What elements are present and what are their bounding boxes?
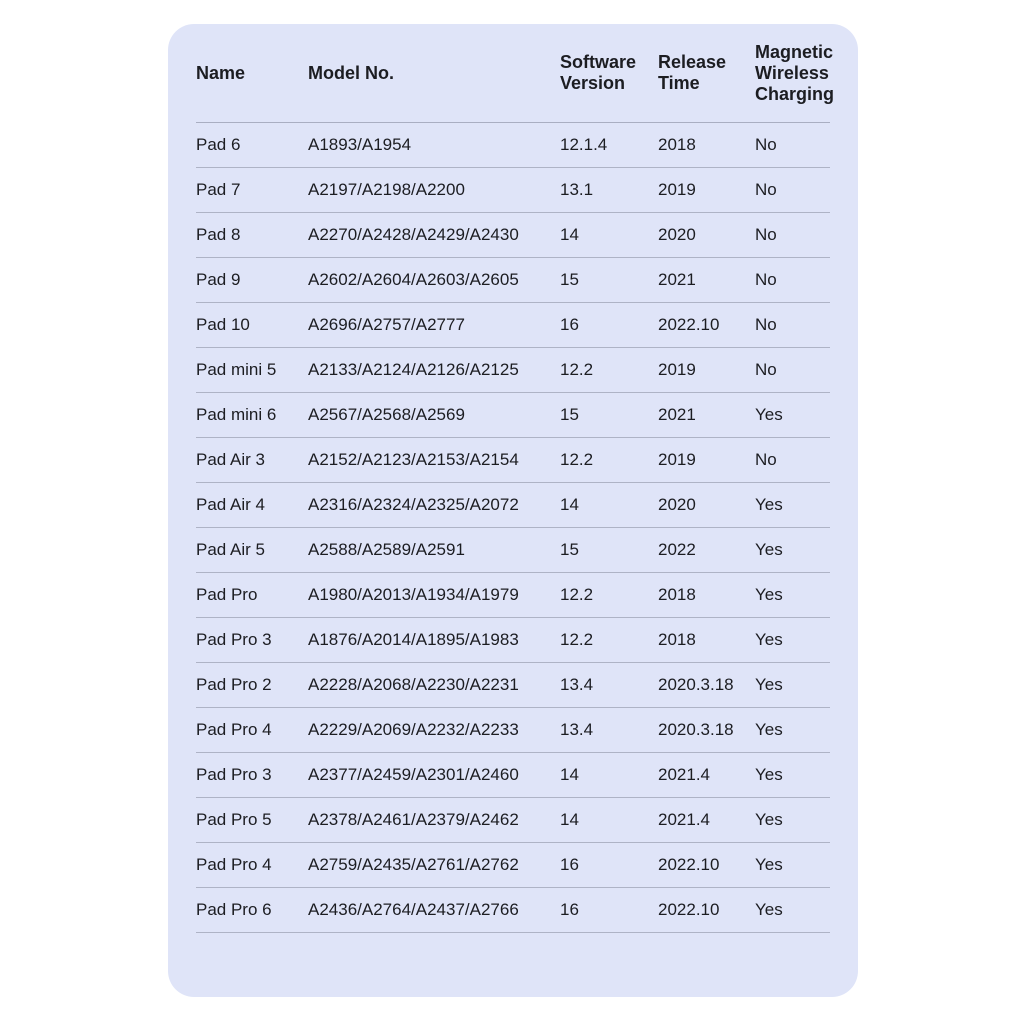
cell-release-time: 2021 — [658, 270, 696, 289]
cell-magnetic-wireless-charging: Yes — [755, 810, 783, 829]
cell-name: Pad Pro 2 — [196, 675, 272, 694]
cell-magnetic-wireless-charging: No — [755, 450, 777, 469]
cell-name: Pad Pro — [196, 585, 258, 604]
table-row — [196, 843, 830, 888]
table-row — [196, 573, 830, 618]
cell-release-time: 2019 — [658, 180, 696, 199]
table-row — [196, 618, 830, 663]
column-header-software-version: Software Version — [560, 52, 637, 93]
cell-model-no: A2133/A2124/A2126/A2125 — [308, 360, 519, 379]
cell-release-time: 2020 — [658, 495, 696, 514]
cell-model-no: A2588/A2589/A2591 — [308, 540, 465, 559]
cell-software-version: 14 — [560, 495, 579, 514]
cell-magnetic-wireless-charging: No — [755, 315, 777, 334]
cell-release-time: 2022.10 — [658, 900, 720, 919]
cell-model-no: A2602/A2604/A2603/A2605 — [308, 270, 519, 289]
cell-release-time: 2020 — [658, 225, 696, 244]
cell-software-version: 15 — [560, 540, 579, 559]
cell-model-no: A2567/A2568/A2569 — [308, 405, 465, 424]
cell-magnetic-wireless-charging: No — [755, 225, 777, 244]
cell-name: Pad mini 5 — [196, 360, 277, 379]
cell-software-version: 14 — [560, 225, 579, 244]
cell-model-no: A2316/A2324/A2325/A2072 — [308, 495, 519, 514]
table-row — [196, 798, 830, 843]
table-row — [196, 438, 830, 483]
cell-software-version: 15 — [560, 270, 579, 289]
cell-name: Pad Air 5 — [196, 540, 265, 559]
cell-magnetic-wireless-charging: No — [755, 270, 777, 289]
table-row — [196, 168, 830, 213]
table-row — [196, 393, 830, 438]
table-row — [196, 213, 830, 258]
table-row — [196, 528, 830, 573]
cell-name: Pad 7 — [196, 180, 241, 199]
cell-software-version: 14 — [560, 810, 579, 829]
cell-release-time: 2021.4 — [658, 765, 710, 784]
cell-software-version: 13.4 — [560, 720, 594, 739]
cell-release-time: 2021.4 — [658, 810, 710, 829]
cell-model-no: A1876/A2014/A1895/A1983 — [308, 630, 519, 649]
cell-software-version: 16 — [560, 855, 579, 874]
cell-name: Pad 9 — [196, 270, 241, 289]
cell-release-time: 2022.10 — [658, 315, 720, 334]
cell-release-time: 2018 — [658, 585, 696, 604]
cell-software-version: 12.2 — [560, 450, 594, 469]
cell-software-version: 14 — [560, 765, 579, 784]
cell-name: Pad Air 4 — [196, 495, 265, 514]
cell-magnetic-wireless-charging: Yes — [755, 540, 783, 559]
table-row — [196, 708, 830, 753]
cell-magnetic-wireless-charging: No — [755, 135, 777, 154]
table-row — [196, 483, 830, 528]
cell-software-version: 15 — [560, 405, 579, 424]
cell-software-version: 12.1.4 — [560, 135, 608, 154]
cell-model-no: A2759/A2435/A2761/A2762 — [308, 855, 519, 874]
table-row — [196, 348, 830, 393]
cell-release-time: 2020.3.18 — [658, 675, 734, 694]
column-header-release-time: Release Time — [658, 52, 727, 93]
cell-software-version: 12.2 — [560, 360, 594, 379]
cell-software-version: 13.1 — [560, 180, 594, 199]
cell-software-version: 13.4 — [560, 675, 594, 694]
table-row — [196, 753, 830, 798]
cell-release-time: 2019 — [658, 450, 696, 469]
column-header-magnetic-wireless-charging — [755, 42, 847, 105]
cell-model-no: A2197/A2198/A2200 — [308, 180, 465, 199]
cell-model-no: A1980/A2013/A1934/A1979 — [308, 585, 519, 604]
cell-magnetic-wireless-charging: Yes — [755, 765, 783, 784]
cell-release-time: 2019 — [658, 360, 696, 379]
column-header-magnetic-wireless-charging-label: Magnetic Wireless Charging — [755, 41, 834, 104]
cell-model-no: A2152/A2123/A2153/A2154 — [308, 450, 519, 469]
table-row — [196, 303, 830, 348]
cell-magnetic-wireless-charging: Yes — [755, 720, 783, 739]
table-header-row — [196, 24, 834, 123]
table-body — [196, 123, 830, 933]
cell-model-no: A1893/A1954 — [308, 135, 412, 154]
table-row — [196, 888, 830, 933]
table-row — [196, 123, 830, 168]
cell-model-no: A2228/A2068/A2230/A2231 — [308, 675, 519, 694]
cell-release-time: 2018 — [658, 630, 696, 649]
column-header-name: Name — [196, 62, 246, 83]
cell-model-no: A2378/A2461/A2379/A2462 — [308, 810, 519, 829]
cell-name: Pad 10 — [196, 315, 250, 334]
cell-release-time: 2018 — [658, 135, 696, 154]
cell-model-no: A2436/A2764/A2437/A2766 — [308, 900, 519, 919]
cell-name: Pad Pro 4 — [196, 720, 272, 739]
cell-magnetic-wireless-charging: Yes — [755, 495, 783, 514]
cell-model-no: A2696/A2757/A2777 — [308, 315, 465, 334]
cell-magnetic-wireless-charging: Yes — [755, 855, 783, 874]
cell-magnetic-wireless-charging: No — [755, 360, 777, 379]
cell-release-time: 2022 — [658, 540, 696, 559]
cell-magnetic-wireless-charging: Yes — [755, 405, 783, 424]
cell-magnetic-wireless-charging: Yes — [755, 585, 783, 604]
cell-name: Pad mini 6 — [196, 405, 277, 424]
cell-name: Pad Pro 3 — [196, 765, 272, 784]
cell-magnetic-wireless-charging: Yes — [755, 675, 783, 694]
cell-name: Pad 6 — [196, 135, 241, 154]
cell-model-no: A2270/A2428/A2429/A2430 — [308, 225, 519, 244]
cell-model-no: A2377/A2459/A2301/A2460 — [308, 765, 519, 784]
cell-software-version: 16 — [560, 900, 579, 919]
cell-name: Pad Pro 5 — [196, 810, 272, 829]
cell-software-version: 16 — [560, 315, 579, 334]
table-row — [196, 663, 830, 708]
table-row — [196, 258, 830, 303]
cell-name: Pad Pro 4 — [196, 855, 272, 874]
column-header-model-no: Model No. — [308, 62, 394, 83]
cell-name: Pad Air 3 — [196, 450, 265, 469]
cell-software-version: 12.2 — [560, 585, 594, 604]
cell-magnetic-wireless-charging: Yes — [755, 900, 783, 919]
cell-name: Pad 8 — [196, 225, 241, 244]
cell-release-time: 2020.3.18 — [658, 720, 734, 739]
cell-name: Pad Pro 6 — [196, 900, 272, 919]
cell-release-time: 2021 — [658, 405, 696, 424]
cell-software-version: 12.2 — [560, 630, 594, 649]
cell-magnetic-wireless-charging: Yes — [755, 630, 783, 649]
cell-magnetic-wireless-charging: No — [755, 180, 777, 199]
cell-name: Pad Pro 3 — [196, 630, 272, 649]
cell-model-no: A2229/A2069/A2232/A2233 — [308, 720, 519, 739]
spec-table-card — [168, 24, 858, 997]
cell-release-time: 2022.10 — [658, 855, 720, 874]
